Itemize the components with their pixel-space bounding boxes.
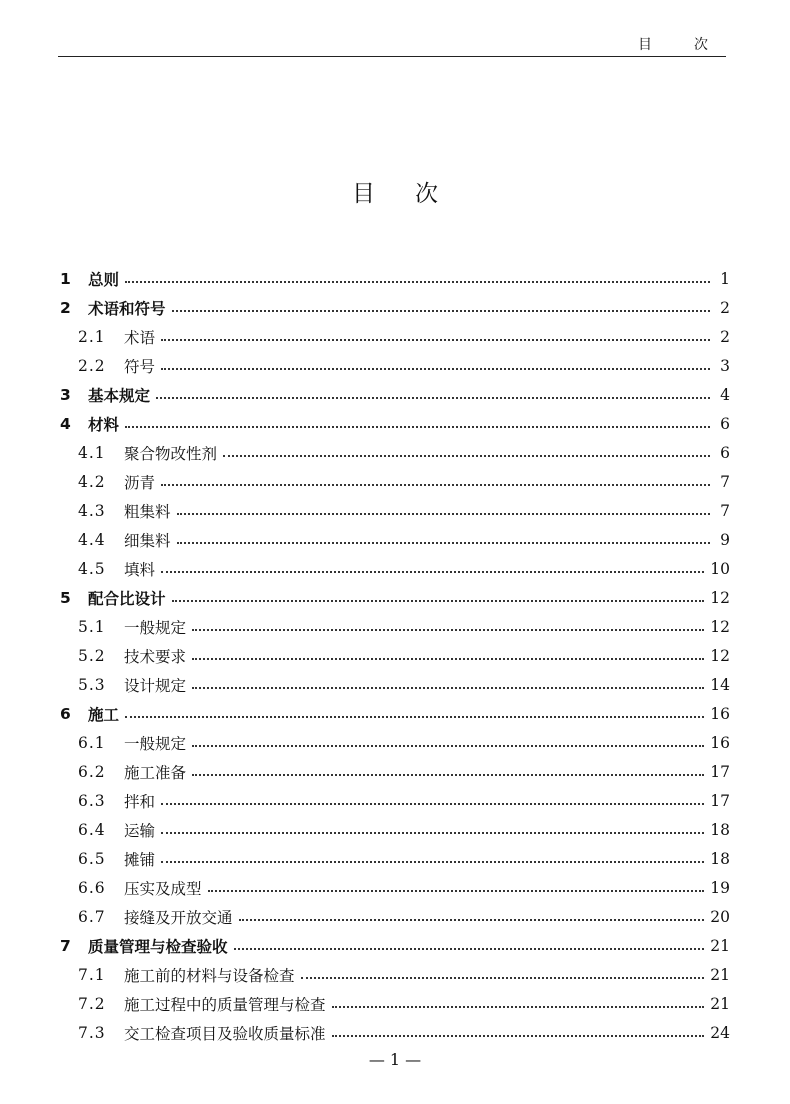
toc-leader-dots [161, 803, 704, 805]
toc-entry-page: 17 [710, 791, 730, 810]
toc-chapter-row[interactable] [60, 409, 730, 438]
toc-entry-number: 5.1 [78, 617, 106, 636]
toc-entry-label: 运输 [124, 821, 156, 840]
toc-leader-dots [177, 542, 710, 544]
toc-entry-page: 2 [720, 327, 730, 346]
toc-entry-label: 沥青 [124, 473, 156, 492]
toc-leader-dots [192, 774, 704, 776]
toc-section-row[interactable] [60, 467, 730, 496]
toc-entry-page: 3 [720, 356, 730, 375]
toc-entry-label: 聚合物改性剂 [124, 444, 218, 463]
toc-leader-dots [161, 861, 704, 863]
toc-section-row[interactable] [60, 960, 730, 989]
toc-entry-page: 20 [710, 907, 730, 926]
toc-chapter-row[interactable] [60, 699, 730, 728]
toc-entry-label: 术语 [124, 328, 156, 347]
toc-section-row[interactable] [60, 496, 730, 525]
toc-leader-dots [161, 571, 704, 573]
toc-section-row[interactable] [60, 322, 730, 351]
page-title: 目次 [352, 181, 478, 207]
toc-entry-number: 4.5 [78, 559, 106, 578]
toc-section-row[interactable] [60, 525, 730, 554]
toc-leader-dots [161, 339, 710, 341]
toc-entry-page: 7 [720, 501, 730, 520]
toc-entry-number: 4 [60, 414, 71, 433]
toc-leader-dots [239, 919, 705, 921]
header-title: 目 次 [638, 37, 722, 53]
toc-section-row[interactable] [60, 728, 730, 757]
toc-entry-number: 4.3 [78, 501, 106, 520]
toc-entry-number: 6.6 [78, 878, 106, 897]
toc-entry-number: 3 [60, 385, 71, 404]
toc-entry-page: 16 [710, 704, 730, 723]
toc-entry-label: 施工 [88, 705, 120, 724]
toc-entry-number: 6.7 [78, 907, 106, 926]
toc-entry-page: 12 [710, 617, 730, 636]
toc-entry-number: 6.5 [78, 849, 106, 868]
page-number: — 1 — [368, 1050, 422, 1069]
toc-leader-dots [161, 832, 704, 834]
toc-entry-page: 21 [710, 965, 730, 984]
toc-leader-dots [172, 310, 710, 312]
toc-entry-number: 6.4 [78, 820, 106, 839]
toc-section-row[interactable] [60, 670, 730, 699]
toc-entry-label: 粗集料 [124, 502, 171, 521]
toc-entry-page: 24 [710, 1023, 730, 1042]
toc-leader-dots [192, 687, 704, 689]
toc-leader-dots [192, 745, 704, 747]
toc-entry-number: 5.2 [78, 646, 106, 665]
toc-leader-dots [125, 716, 704, 718]
toc-entry-label: 一般规定 [124, 734, 187, 753]
toc-entry-number: 4.4 [78, 530, 106, 549]
toc-leader-dots [332, 1035, 705, 1037]
toc-leader-dots [223, 455, 710, 457]
toc-chapter-row[interactable] [60, 264, 730, 293]
toc-section-row[interactable] [60, 1018, 730, 1047]
toc-entry-number: 2.1 [78, 327, 106, 346]
toc-section-row[interactable] [60, 641, 730, 670]
toc-entry-label: 细集料 [124, 531, 171, 550]
toc-entry-page: 4 [720, 385, 730, 404]
toc-entry-number: 5 [60, 588, 71, 607]
toc-entry-label: 技术要求 [124, 647, 187, 666]
toc-entry-number: 6.1 [78, 733, 106, 752]
toc-leader-dots [177, 513, 710, 515]
toc-entry-label: 质量管理与检查验收 [88, 937, 228, 956]
toc-entry-label: 一般规定 [124, 618, 187, 637]
toc-entry-number: 6 [60, 704, 71, 723]
toc-entry-label: 接缝及开放交通 [124, 908, 233, 927]
toc-entry-label: 施工准备 [124, 763, 187, 782]
toc-leader-dots [208, 890, 705, 892]
toc-entry-label: 填料 [124, 560, 156, 579]
toc-entry-label: 材料 [88, 415, 120, 434]
toc-section-row[interactable] [60, 873, 730, 902]
toc-leader-dots [192, 629, 704, 631]
toc-entry-label: 拌和 [124, 792, 156, 811]
toc-entry-page: 16 [710, 733, 730, 752]
toc-entry-label: 摊铺 [124, 850, 156, 869]
toc-entry-page: 14 [710, 675, 730, 694]
toc-entry-number: 1 [60, 269, 71, 288]
toc-entry-number: 7 [60, 936, 71, 955]
toc-entry-label: 基本规定 [88, 386, 151, 405]
toc-leader-dots [161, 368, 710, 370]
toc-entry-label: 压实及成型 [124, 879, 202, 898]
toc-entry-number: 4.2 [78, 472, 106, 491]
toc-entry-label: 交工检查项目及验收质量标准 [124, 1024, 326, 1043]
toc-leader-dots [172, 600, 705, 602]
toc-entry-number: 2.2 [78, 356, 106, 375]
toc-leader-dots [332, 1006, 705, 1008]
toc-leader-dots [161, 484, 710, 486]
toc-entry-label: 配合比设计 [88, 589, 166, 608]
toc-section-row[interactable] [60, 844, 730, 873]
toc-chapter-row[interactable] [60, 293, 730, 322]
toc-entry-label: 术语和符号 [88, 299, 166, 318]
toc-entry-page: 12 [710, 588, 730, 607]
toc-chapter-row[interactable] [60, 931, 730, 960]
toc-section-row[interactable] [60, 554, 730, 583]
toc-entry-page: 1 [720, 269, 730, 288]
toc-section-row[interactable] [60, 438, 730, 467]
toc-chapter-row[interactable] [60, 380, 730, 409]
toc-section-row[interactable] [60, 815, 730, 844]
toc-section-row[interactable] [60, 351, 730, 380]
toc-entry-number: 6.2 [78, 762, 106, 781]
toc-entry-page: 18 [710, 849, 730, 868]
toc-section-row[interactable] [60, 612, 730, 641]
toc-section-row[interactable] [60, 757, 730, 786]
toc-entry-label: 符号 [124, 357, 156, 376]
toc-entry-page: 18 [710, 820, 730, 839]
toc-entry-label: 总则 [88, 270, 120, 289]
running-header [58, 34, 726, 57]
toc-entry-page: 10 [710, 559, 730, 578]
toc-entry-number: 2 [60, 298, 71, 317]
toc-entry-page: 19 [710, 878, 730, 897]
toc-leader-dots [192, 658, 704, 660]
toc-entry-page: 6 [720, 443, 730, 462]
toc-entry-label: 设计规定 [124, 676, 187, 695]
toc-entry-number: 7.1 [78, 965, 106, 984]
toc-entry-number: 6.3 [78, 791, 106, 810]
toc-entry-label: 施工前的材料与设备检查 [124, 966, 295, 985]
toc-entry-page: 9 [720, 530, 730, 549]
toc-leader-dots [301, 977, 705, 979]
toc-entry-number: 5.3 [78, 675, 106, 694]
toc-entry-label: 施工过程中的质量管理与检查 [124, 995, 326, 1014]
toc-entry-page: 21 [710, 994, 730, 1013]
toc-leader-dots [125, 426, 710, 428]
toc-entry-page: 21 [710, 936, 730, 955]
toc-section-row[interactable] [60, 786, 730, 815]
toc-entry-number: 7.3 [78, 1023, 106, 1042]
toc-entry-page: 2 [720, 298, 730, 317]
toc-entry-page: 12 [710, 646, 730, 665]
toc-leader-dots [234, 948, 705, 950]
toc-entry-page: 6 [720, 414, 730, 433]
toc-entry-number: 4.1 [78, 443, 106, 462]
toc-leader-dots [156, 397, 710, 399]
toc-entry-page: 17 [710, 762, 730, 781]
toc-entry-page: 7 [720, 472, 730, 491]
toc-entry-number: 7.2 [78, 994, 106, 1013]
toc-leader-dots [125, 281, 710, 283]
toc-section-row[interactable] [60, 902, 730, 931]
table-of-contents [60, 264, 730, 1047]
toc-chapter-row[interactable] [60, 583, 730, 612]
toc-section-row[interactable] [60, 989, 730, 1018]
